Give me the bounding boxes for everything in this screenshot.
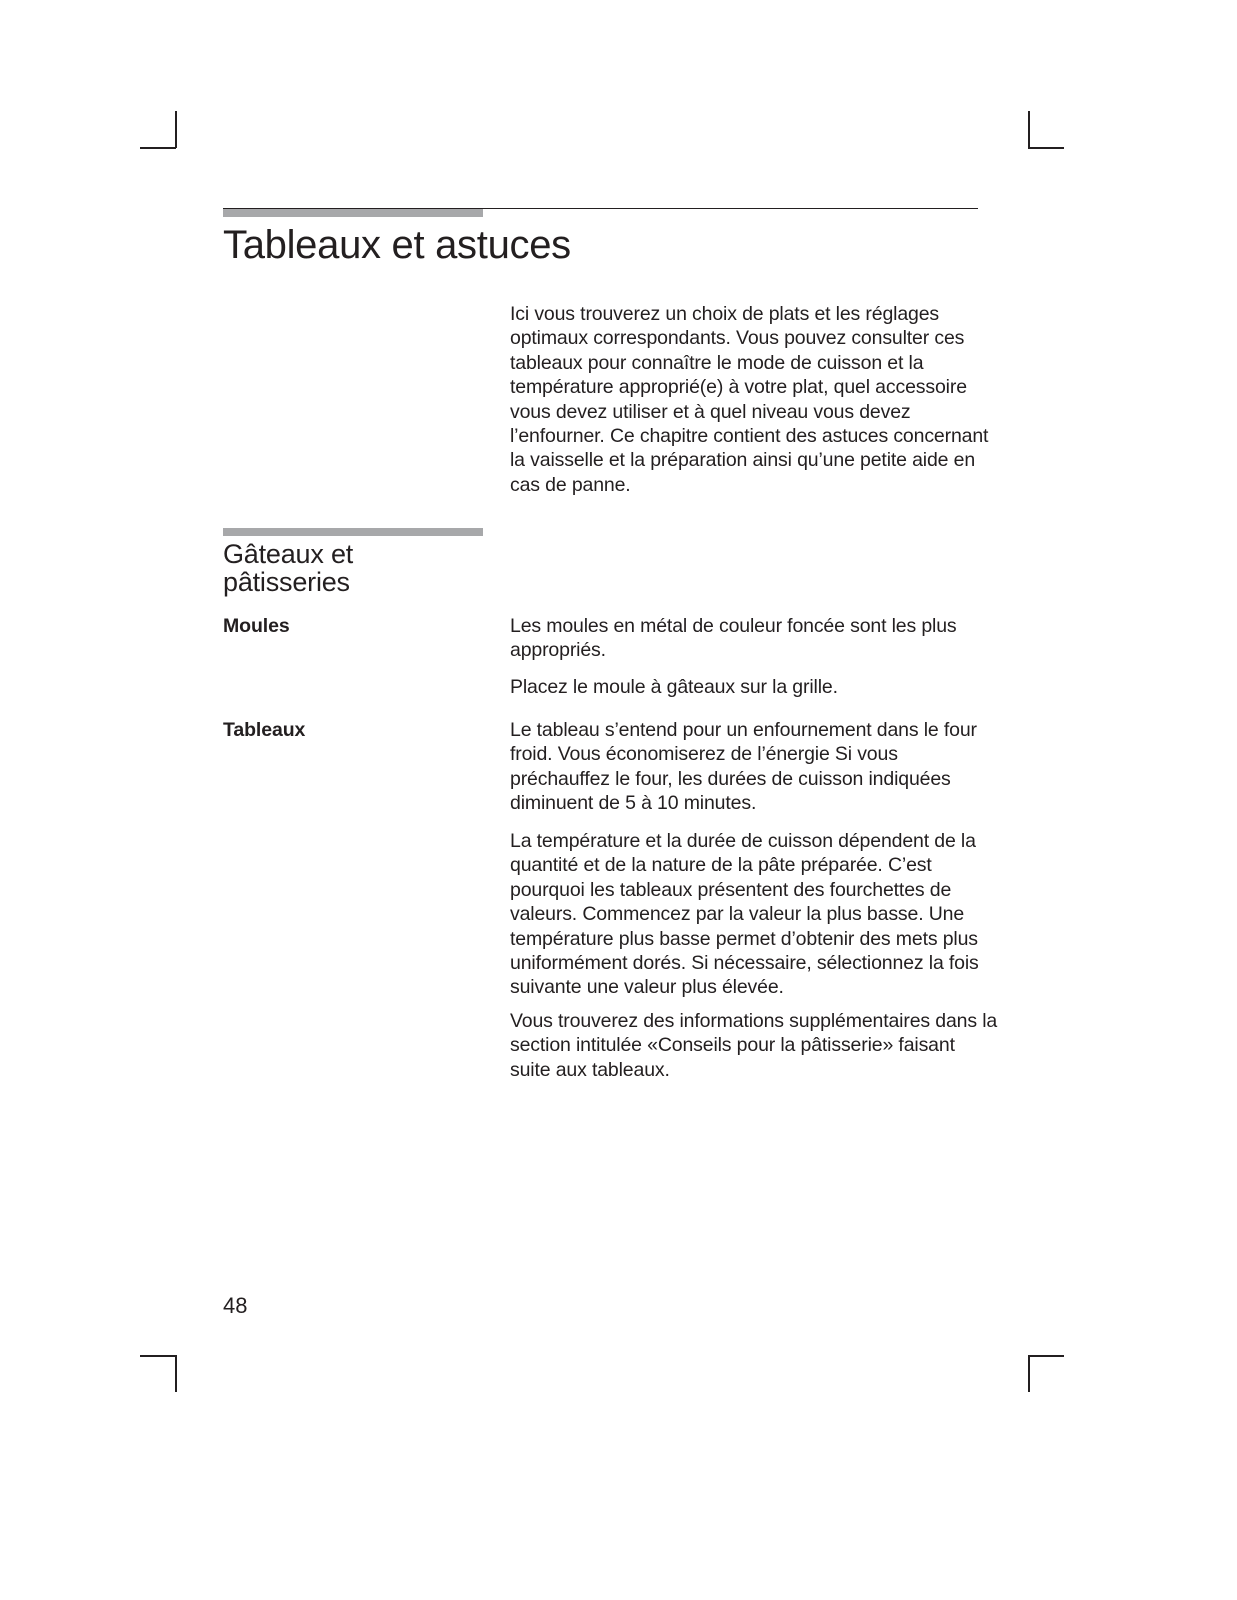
- crop-mark-bottom-right: [1028, 1355, 1030, 1392]
- section-title: Gâteaux et pâtisseries: [223, 539, 354, 597]
- crop-mark-bottom-left: [140, 1355, 176, 1357]
- crop-mark-bottom-right: [1028, 1355, 1064, 1357]
- tableaux-paragraph-1: Le tableau s’entend pour un enfournement dans le four froid. Vous économiserez de l’énergie Si vous préchauffez le four, les durées de cuisson indiquées diminuent de 5 à 10 minutes.: [510, 719, 977, 815]
- crop-mark-top-right: [1028, 147, 1064, 149]
- section-rule-bar: [223, 528, 483, 536]
- title-rule-bar: [223, 209, 483, 217]
- tableaux-paragraph-3: Vous trouverez des informations supplémentaires dans la section intitulée «Conseils pour la pâtisserie» faisant suite aux tableaux.: [510, 1010, 998, 1081]
- crop-mark-top-right: [1028, 111, 1030, 148]
- tableaux-paragraph-2: La température et la durée de cuisson dépendent de la quantité et de la nature de la pâte préparée. C’est pourquoi les tableaux présentent des fourchettes de valeurs. Commencez par la valeur la plus basse. Une température plus basse permet d’obtenir des mets plus uniformément dorés. Si nécessaire, sélectionnez la fois suivante une valeur plus élevée.: [510, 830, 979, 999]
- crop-mark-bottom-left: [175, 1355, 177, 1392]
- tableaux-label: Tableaux: [223, 719, 306, 741]
- crop-mark-top-left: [140, 147, 176, 149]
- moules-paragraph-1: Les moules en métal de couleur foncée sont les plus appropriés.: [510, 615, 957, 662]
- page-title: Tableaux et astuces: [223, 223, 571, 267]
- moules-paragraph-2: Placez le moule à gâteaux sur la grille.: [510, 676, 838, 698]
- intro-paragraph: Ici vous trouverez un choix de plats et les réglages optimaux correspondants. Vous pouvez consulter ces tableaux pour connaître le mode de cuisson et la température approprié(e) à votre plat, quel accessoire vous devez utiliser et à quel niveau vous devez l’enfourner. Ce chapitre contient des astuces concernant la vaisselle et la préparation ainsi qu’une petite aide en cas de panne.: [510, 303, 989, 496]
- crop-mark-top-left: [175, 111, 177, 148]
- moules-label: Moules: [223, 615, 290, 637]
- page-number: 48: [223, 1293, 248, 1318]
